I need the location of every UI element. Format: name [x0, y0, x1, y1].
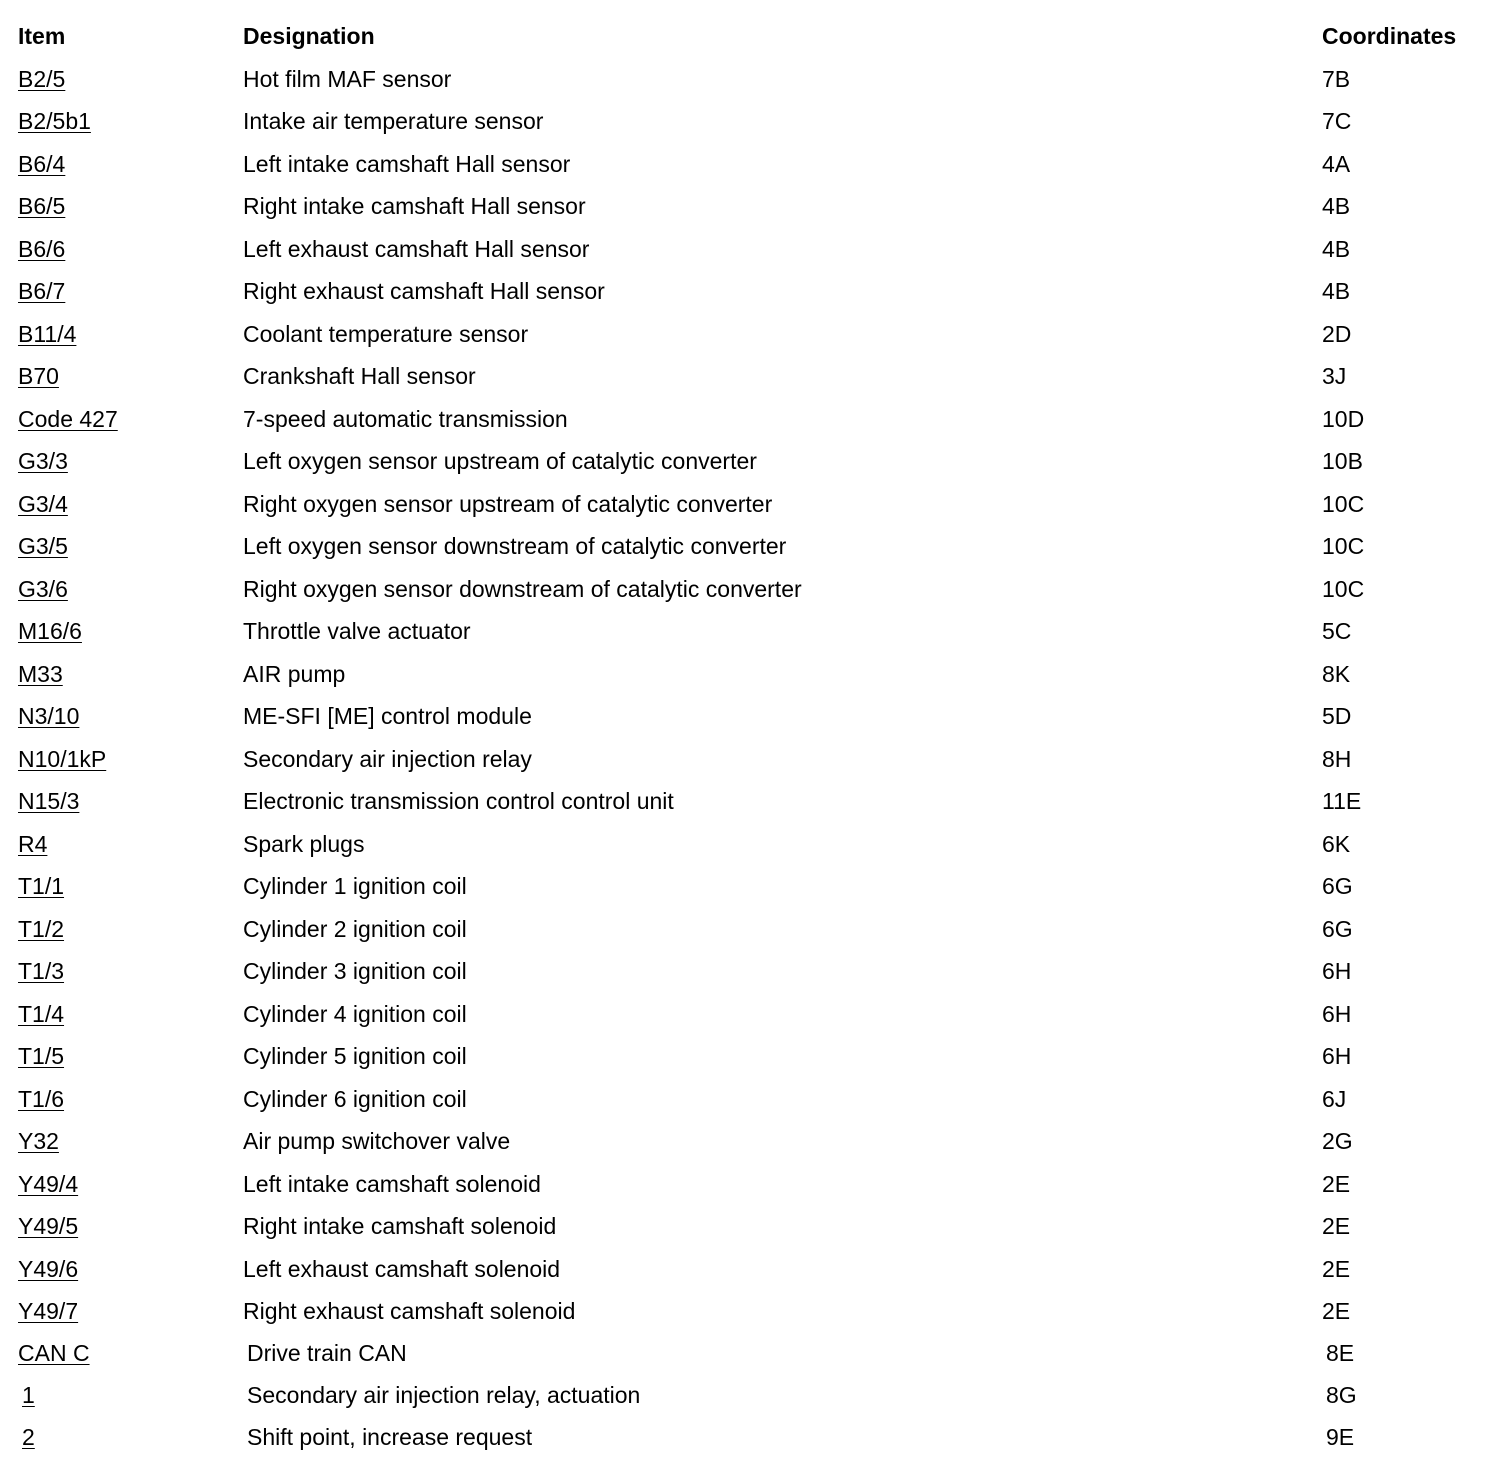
table-row: [0, 186, 1504, 226]
item-link[interactable]: B70: [18, 363, 59, 389]
designation-cell: Left intake camshaft solenoid: [243, 1170, 541, 1197]
designation-cell: Hot film MAF sensor: [243, 65, 452, 92]
designation-cell: AIR pump: [243, 660, 346, 687]
coordinates-cell: 8G: [1326, 1382, 1357, 1408]
item-link[interactable]: M33: [18, 660, 63, 687]
item-link[interactable]: M16/6: [18, 618, 82, 644]
designation-cell: Cylinder 5 ignition coil: [243, 1043, 467, 1069]
designation-cell: Right exhaust camshaft Hall sensor: [243, 278, 605, 304]
coordinates-cell: 4B: [1322, 193, 1351, 219]
table-row: [0, 739, 1504, 779]
coordinates-cell: 7C: [1322, 108, 1352, 134]
coordinates-cell: 8H: [1322, 745, 1352, 772]
item-link[interactable]: R4: [18, 830, 48, 857]
coordinates-cell: 2E: [1322, 1298, 1351, 1324]
coordinates-cell: 7B: [1322, 65, 1351, 92]
coordinates-cell: 8E: [1326, 1340, 1355, 1366]
coordinates-cell: 5D: [1322, 703, 1352, 729]
item-link[interactable]: 1: [22, 1382, 35, 1408]
item-link[interactable]: Y49/7: [18, 1298, 79, 1324]
coordinates-cell: 5C: [1322, 618, 1352, 644]
coordinates-cell: 6J: [1322, 1085, 1347, 1112]
item-link[interactable]: G3/3: [18, 448, 68, 474]
coordinates-cell: 2D: [1322, 320, 1352, 347]
table-row: [0, 696, 1504, 736]
table-row: [0, 951, 1504, 991]
item-link[interactable]: N3/10: [18, 703, 80, 729]
coordinates-cell: 3J: [1322, 363, 1347, 389]
column-header-coordinates: Coordinates: [1322, 23, 1457, 49]
item-link[interactable]: T1/1: [18, 873, 65, 899]
table-row: [0, 994, 1504, 1034]
item-link[interactable]: N10/1kP: [18, 745, 107, 772]
item-link[interactable]: T1/3: [18, 958, 65, 984]
table-row: [0, 1079, 1504, 1119]
designation-cell: Left oxygen sensor upstream of catalytic converter: [243, 448, 757, 474]
table-row: [0, 59, 1504, 99]
table-row: [0, 441, 1504, 481]
table-row: [0, 399, 1504, 439]
table-row: [0, 781, 1504, 821]
coordinates-cell: 8K: [1322, 660, 1351, 687]
coordinates-cell: 4A: [1322, 150, 1351, 177]
item-link[interactable]: B6/5: [18, 193, 66, 219]
coordinates-cell: 10D: [1322, 405, 1365, 432]
table-row: [0, 356, 1504, 396]
designation-cell: Left intake camshaft Hall sensor: [243, 150, 571, 177]
table-row: [0, 909, 1504, 949]
coordinates-cell: 2G: [1322, 1128, 1353, 1154]
item-link[interactable]: T1/2: [18, 915, 65, 942]
coordinates-cell: 6G: [1322, 915, 1353, 942]
item-link[interactable]: B6/4: [18, 150, 66, 177]
table-row: [0, 1164, 1504, 1204]
coordinates-cell: 2E: [1322, 1213, 1351, 1239]
table-row: [0, 1291, 1504, 1331]
table-row: [0, 1036, 1504, 1076]
item-link[interactable]: 2: [22, 1424, 35, 1450]
item-link[interactable]: Y49/5: [18, 1213, 79, 1239]
item-link[interactable]: T1/4: [18, 1000, 65, 1027]
item-link[interactable]: B11/4: [18, 320, 77, 347]
designation-cell: Cylinder 2 ignition coil: [243, 915, 467, 942]
table-row: [0, 866, 1504, 906]
coordinates-cell: 2E: [1322, 1170, 1351, 1197]
table-row: [0, 1333, 1504, 1373]
designation-cell: Right oxygen sensor downstream of catalytic converter: [243, 575, 802, 602]
table-row: [0, 1417, 1504, 1457]
table-row: [0, 611, 1504, 651]
coordinates-cell: 6G: [1322, 873, 1353, 899]
item-link[interactable]: B2/5: [18, 65, 66, 92]
table-row: [0, 1206, 1504, 1246]
coordinates-cell: 4B: [1322, 235, 1351, 262]
designation-cell: Drive train CAN: [247, 1340, 407, 1366]
coordinates-cell: 6H: [1322, 1000, 1352, 1027]
designation-cell: Throttle valve actuator: [243, 618, 471, 644]
coordinates-cell: 10C: [1322, 533, 1365, 559]
table-row: [0, 144, 1504, 184]
designation-cell: Right oxygen sensor upstream of catalytic converter: [243, 490, 773, 517]
coordinates-cell: 10C: [1322, 490, 1365, 517]
table-row: [0, 654, 1504, 694]
coordinates-cell: 2E: [1322, 1255, 1351, 1282]
designation-cell: Spark plugs: [243, 830, 365, 857]
table-row: [0, 229, 1504, 269]
table-row: [0, 526, 1504, 566]
table-row: [0, 1249, 1504, 1289]
designation-cell: Cylinder 4 ignition coil: [243, 1000, 467, 1027]
column-header-item: Item: [18, 23, 66, 49]
designation-cell: Secondary air injection relay: [243, 745, 532, 772]
designation-cell: Intake air temperature sensor: [243, 108, 544, 134]
table-row: [0, 824, 1504, 864]
designation-cell: Electronic transmission control control unit: [243, 788, 674, 814]
table-row: [0, 569, 1504, 609]
designation-cell: Right intake camshaft Hall sensor: [243, 193, 586, 219]
item-link[interactable]: B6/7: [18, 278, 66, 304]
table-row: [0, 1375, 1504, 1415]
designation-cell: Cylinder 1 ignition coil: [243, 873, 467, 899]
coordinates-cell: 9E: [1326, 1424, 1355, 1450]
designation-cell: ME-SFI [ME] control module: [243, 703, 532, 729]
item-link[interactable]: G3/5: [18, 533, 68, 559]
designation-cell: Crankshaft Hall sensor: [243, 363, 476, 389]
coordinates-cell: 10C: [1322, 575, 1365, 602]
designation-cell: Cylinder 6 ignition coil: [243, 1085, 467, 1112]
coordinates-cell: 4B: [1322, 278, 1351, 304]
table-row: [0, 1121, 1504, 1161]
item-link[interactable]: B2/5b1: [18, 108, 91, 134]
coordinates-cell: 11E: [1322, 788, 1362, 814]
item-link[interactable]: Code 427: [18, 405, 118, 432]
designation-cell: Air pump switchover valve: [243, 1128, 511, 1154]
coordinates-cell: 10B: [1322, 448, 1363, 474]
designation-cell: Cylinder 3 ignition coil: [243, 958, 467, 984]
designation-cell: Left oxygen sensor downstream of catalytic converter: [243, 533, 787, 559]
designation-cell: Coolant temperature sensor: [243, 320, 529, 347]
item-link[interactable]: G3/6: [18, 575, 68, 602]
designation-cell: Secondary air injection relay, actuation: [247, 1382, 641, 1408]
table-row: [0, 271, 1504, 311]
table-row: [0, 314, 1504, 354]
table-row: [0, 101, 1504, 141]
item-link[interactable]: B6/6: [18, 235, 66, 262]
designation-cell: Shift point, increase request: [247, 1424, 533, 1450]
designation-cell: Right intake camshaft solenoid: [243, 1213, 557, 1239]
designation-cell: Left exhaust camshaft solenoid: [243, 1255, 561, 1282]
coordinates-cell: 6K: [1322, 830, 1351, 857]
table-row: [0, 484, 1504, 524]
designation-cell: Right exhaust camshaft solenoid: [243, 1298, 576, 1324]
coordinates-cell: 6H: [1322, 958, 1352, 984]
item-link[interactable]: Y49/6: [18, 1255, 79, 1282]
item-link[interactable]: Y32: [18, 1128, 59, 1154]
item-link[interactable]: Y49/4: [18, 1170, 79, 1197]
item-link[interactable]: G3/4: [18, 490, 68, 517]
item-link[interactable]: CAN C: [18, 1340, 90, 1366]
column-header-designation: Designation: [243, 23, 375, 49]
designation-cell: 7-speed automatic transmission: [243, 405, 568, 432]
item-link[interactable]: T1/6: [18, 1085, 65, 1112]
table-header-row: [0, 16, 1504, 56]
designation-cell: Left exhaust camshaft Hall sensor: [243, 235, 590, 262]
item-link[interactable]: T1/5: [18, 1043, 65, 1069]
coordinates-cell: 6H: [1322, 1043, 1352, 1069]
item-link[interactable]: N15/3: [18, 788, 80, 814]
